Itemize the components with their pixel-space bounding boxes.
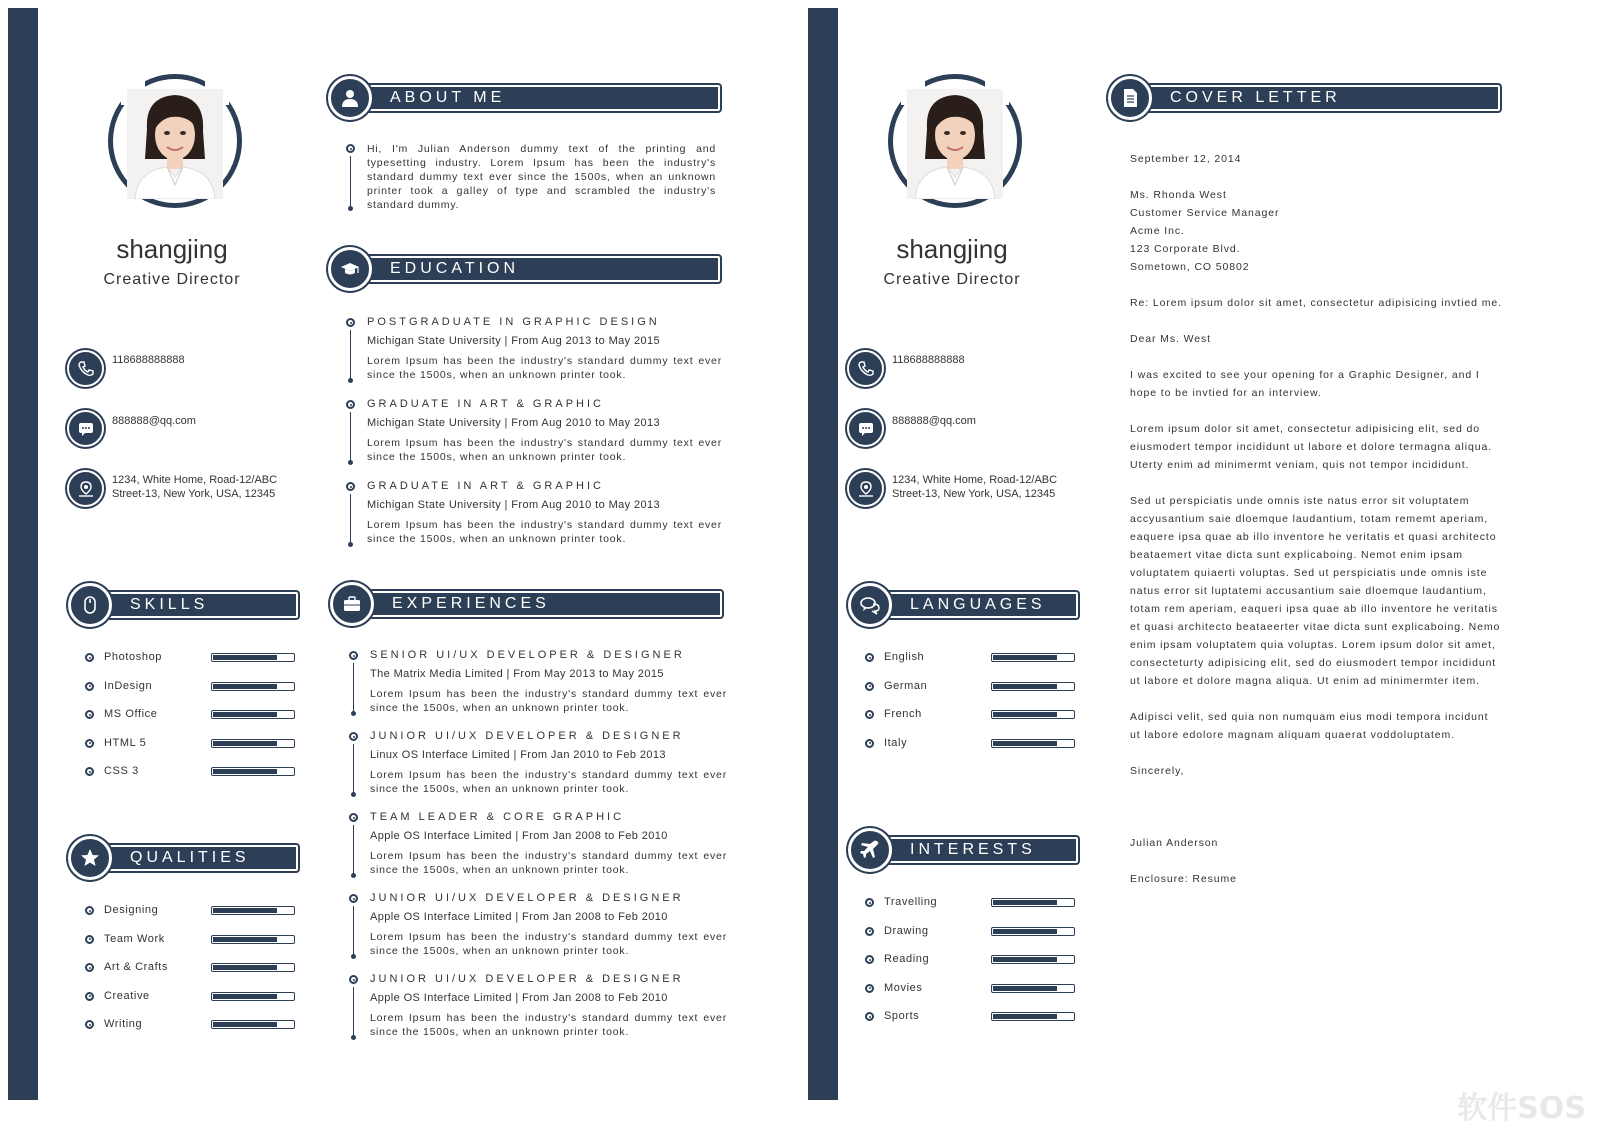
item-label: InDesign bbox=[104, 679, 153, 692]
level-fill bbox=[213, 712, 277, 717]
experiences-entry bbox=[349, 892, 727, 958]
bullet-icon bbox=[349, 894, 358, 903]
bullet-icon bbox=[865, 682, 874, 691]
bullet-icon bbox=[85, 992, 94, 1001]
item-label: Art & Crafts bbox=[104, 961, 169, 973]
skills-heading: SKILLS bbox=[130, 596, 209, 613]
address-line-2: Street-13, New York, USA, 12345 bbox=[112, 488, 276, 500]
letter-recipient bbox=[1130, 186, 1502, 276]
level-bar bbox=[991, 1012, 1075, 1021]
profile-role: Creative Director bbox=[103, 271, 241, 288]
letter-paragraph: I was excited to see your opening for a Graphic Designer, and I hope to be invtied for an interview. bbox=[1130, 369, 1480, 399]
watermark-logo: 软件SOS bbox=[1457, 1091, 1586, 1126]
bullet-icon bbox=[349, 732, 358, 741]
entry-subtitle: Apple OS Interface Limited | From Jan 2008 to Feb 2010 bbox=[370, 992, 668, 1004]
about-header bbox=[328, 76, 722, 120]
entry-description: Lorem Ipsum has been the industry's standard dummy text ever since the 1500s, when an unknown printer took. bbox=[370, 769, 727, 795]
chat-icon bbox=[847, 410, 884, 447]
interests-heading: INTERESTS bbox=[910, 841, 1036, 858]
bullet-icon bbox=[346, 318, 355, 327]
bullet-icon bbox=[865, 739, 874, 748]
graduation-cap-icon bbox=[340, 259, 360, 279]
level-bar bbox=[211, 682, 295, 691]
item-label: Sports bbox=[884, 1010, 920, 1022]
level-bar bbox=[211, 739, 295, 748]
bullet-icon bbox=[865, 984, 874, 993]
skills-item bbox=[85, 650, 315, 666]
bullet-icon bbox=[865, 898, 874, 907]
entry-subtitle: Michigan State University | From Aug 2010 to May 2013 bbox=[367, 417, 661, 429]
skills-item bbox=[85, 764, 315, 780]
level-fill bbox=[993, 957, 1057, 962]
interests-item bbox=[865, 1009, 1095, 1025]
level-fill bbox=[213, 1022, 277, 1027]
bullet-icon bbox=[865, 653, 874, 662]
recipient-line: Sometown, CO 50802 bbox=[1130, 261, 1250, 273]
letter-paragraph: Sed ut perspiciatis unde omnis iste natus error sit voluptatem accyusantium saie dloemque laudantium, totam rememt aperiam, eaquere ipsa quae ab illo inventore he veritatis et quasi architecto beataemert vitae dicta sunt explicaboing. Nemot enim ipsam voluptatem quiaerti voluptas. Sed ut perspiciatis unde omnis iste natus error sit luptatemi accusantium saie dloemque laudantium, totam rem aperiam, eaqueri ipsa quae ab illo inventore he veritatis et quasi architecto beataeerter vitae dicta sunt explicaboing. Nemo enim ipsam voluptatem quia voluptas. Lorem ipsum dolor sit amet, consecteturty adipisicing elit, sed do eiusmodert tempor incididunt ut labore et dolore magna aliqua. Ut enim ad minimermter item. bbox=[1130, 495, 1501, 687]
letter-salutation: Dear Ms. West bbox=[1130, 333, 1211, 345]
level-fill bbox=[213, 684, 277, 689]
profile-name: shangjing bbox=[896, 234, 1008, 264]
profile-photo bbox=[907, 89, 1003, 199]
cover-letter-header bbox=[1108, 76, 1502, 120]
languages-header bbox=[848, 583, 1080, 627]
level-fill bbox=[993, 741, 1057, 746]
profile-photo bbox=[127, 89, 223, 199]
level-fill bbox=[993, 655, 1057, 660]
qualities-heading: QUALITIES bbox=[130, 849, 250, 866]
level-bar bbox=[991, 927, 1075, 936]
profile-name: shangjing bbox=[116, 234, 228, 264]
profile-photo-frame bbox=[888, 74, 1022, 208]
item-label: Writing bbox=[104, 1018, 143, 1030]
email-text: 888888@qq.com bbox=[112, 415, 196, 427]
item-label: Drawing bbox=[884, 924, 929, 937]
education-entry bbox=[346, 398, 722, 464]
recipient-line: Acme Inc. bbox=[1130, 225, 1185, 237]
entry-title: GRADUATE IN ART & GRAPHIC bbox=[367, 480, 604, 492]
entry-title: POSTGRADUATE IN GRAPHIC DESIGN bbox=[367, 316, 660, 328]
entry-subtitle: Michigan State University | From Aug 2010 to May 2013 bbox=[367, 499, 661, 511]
entry-title: TEAM LEADER & CORE GRAPHIC bbox=[370, 811, 625, 823]
phone-text: 118688888888 bbox=[112, 354, 185, 366]
skills-header bbox=[68, 583, 300, 627]
entry-title: SENIOR UI/UX DEVELOPER & DESIGNER bbox=[370, 649, 685, 661]
level-bar bbox=[211, 963, 295, 972]
bullet-icon bbox=[85, 710, 94, 719]
resume-page bbox=[8, 8, 780, 1100]
languages-item bbox=[865, 679, 1095, 695]
letter-date: September 12, 2014 bbox=[1130, 153, 1242, 165]
item-label: Reading bbox=[884, 953, 930, 965]
level-fill bbox=[213, 908, 277, 913]
entry-description: Lorem Ipsum has been the industry's standard dummy text ever since the 1500s, when an unknown printer took. bbox=[367, 519, 722, 545]
bullet-icon bbox=[85, 963, 94, 972]
phone-text: 118688888888 bbox=[892, 354, 965, 366]
phone-icon bbox=[847, 350, 884, 387]
star-icon bbox=[80, 848, 100, 868]
experiences-entry bbox=[349, 649, 727, 715]
entry-description: Lorem Ipsum has been the industry's standard dummy text ever since the 1500s, when an unknown printer took. bbox=[370, 931, 727, 957]
level-fill bbox=[213, 655, 277, 660]
speech-bubbles-icon bbox=[860, 595, 880, 615]
about-text: Hi, I'm Julian Anderson dummy text of the printing and typesetting industry. Lorem Ipsum has been the industry's standard dummy text ever since the 1500s, when an unknown printer took a galley of type and scrambled the industry's standard dummy. bbox=[367, 143, 716, 211]
level-bar bbox=[991, 955, 1075, 964]
level-fill bbox=[993, 684, 1057, 689]
bullet-icon bbox=[349, 813, 358, 822]
bullet-icon bbox=[349, 651, 358, 660]
letter-enclosure: Enclosure: Resume bbox=[1130, 873, 1237, 885]
entry-title: JUNIOR UI/UX DEVELOPER & DESIGNER bbox=[370, 730, 684, 742]
recipient-line: Customer Service Manager bbox=[1130, 207, 1280, 219]
entry-subtitle: Apple OS Interface Limited | From Jan 2008 to Feb 2010 bbox=[370, 830, 668, 842]
qualities-item bbox=[85, 989, 315, 1005]
bullet-icon bbox=[346, 400, 355, 409]
item-label: HTML 5 bbox=[104, 736, 147, 749]
recipient-line: 123 Corporate Blvd. bbox=[1130, 243, 1241, 255]
entry-title: GRADUATE IN ART & GRAPHIC bbox=[367, 398, 604, 410]
interests-item bbox=[865, 895, 1095, 911]
qualities-item bbox=[85, 1017, 315, 1033]
phone-icon bbox=[67, 350, 104, 387]
skills-item bbox=[85, 679, 315, 695]
interests-item bbox=[865, 924, 1095, 940]
profile-photo-frame bbox=[108, 74, 242, 208]
about-block bbox=[346, 142, 722, 212]
entry-description: Lorem Ipsum has been the industry's standard dummy text ever since the 1500s, when an unknown printer took. bbox=[370, 688, 727, 714]
experiences-entry bbox=[349, 973, 727, 1039]
item-label: Photoshop bbox=[104, 651, 162, 663]
level-bar bbox=[211, 935, 295, 944]
level-bar bbox=[211, 1020, 295, 1029]
about-heading: ABOUT ME bbox=[390, 89, 506, 106]
entry-subtitle: Michigan State University | From Aug 2013 to May 2015 bbox=[367, 335, 661, 347]
item-label: Team Work bbox=[104, 932, 165, 945]
experiences-heading: EXPERIENCES bbox=[392, 595, 550, 612]
user-icon bbox=[340, 88, 360, 108]
level-bar bbox=[211, 710, 295, 719]
entry-description: Lorem Ipsum has been the industry's standard dummy text ever since the 1500s, when an unknown printer took. bbox=[367, 437, 722, 463]
languages-item bbox=[865, 650, 1095, 666]
recipient-line: Ms. Rhonda West bbox=[1130, 189, 1227, 201]
letter-closing: Sincerely, bbox=[1130, 765, 1185, 777]
level-bar bbox=[991, 739, 1075, 748]
address-text bbox=[892, 473, 1057, 501]
address-line-1: 1234, White Home, Road-12/ABC bbox=[112, 474, 278, 486]
bullet-icon bbox=[85, 906, 94, 915]
item-label: MS Office bbox=[104, 708, 158, 720]
cover-letter-heading: COVER LETTER bbox=[1170, 89, 1341, 106]
interests-item bbox=[865, 981, 1095, 997]
item-label: Travelling bbox=[884, 896, 938, 908]
address-line-1: 1234, White Home, Road-12/ABC bbox=[892, 474, 1058, 486]
document-icon bbox=[1120, 88, 1140, 108]
level-fill bbox=[213, 741, 277, 746]
bullet-icon bbox=[865, 955, 874, 964]
qualities-item bbox=[85, 903, 315, 919]
bullet-icon bbox=[85, 1020, 94, 1029]
level-bar bbox=[211, 906, 295, 915]
location-icon bbox=[67, 470, 104, 507]
item-label: Italy bbox=[884, 736, 908, 749]
bullet-icon bbox=[349, 975, 358, 984]
level-bar bbox=[991, 682, 1075, 691]
chat-icon bbox=[67, 410, 104, 447]
location-icon bbox=[847, 470, 884, 507]
level-fill bbox=[213, 769, 277, 774]
qualities-item bbox=[85, 960, 315, 976]
qualities-header bbox=[68, 836, 300, 880]
letter-signer: Julian Anderson bbox=[1130, 837, 1219, 849]
mouse-icon bbox=[80, 595, 100, 615]
bullet-icon bbox=[346, 482, 355, 491]
bullet-icon bbox=[865, 710, 874, 719]
cover-letter-body bbox=[1130, 150, 1502, 906]
languages-item bbox=[865, 736, 1095, 752]
entry-title: JUNIOR UI/UX DEVELOPER & DESIGNER bbox=[370, 892, 684, 904]
item-label: English bbox=[884, 651, 925, 663]
left-stripe bbox=[808, 8, 838, 1100]
level-fill bbox=[993, 929, 1057, 934]
experiences-header bbox=[330, 582, 724, 626]
level-bar bbox=[991, 984, 1075, 993]
entry-subtitle: Apple OS Interface Limited | From Jan 2008 to Feb 2010 bbox=[370, 911, 668, 923]
level-fill bbox=[993, 1014, 1057, 1019]
cover-letter-page bbox=[808, 8, 1588, 1100]
item-label: Movies bbox=[884, 981, 923, 994]
education-entry bbox=[346, 480, 722, 546]
letter-paragraph: Adipisci velit, sed quia non numquam eius modi tempora incidunt ut labore edolore magnam aliquam quaerat voddoluptatem. bbox=[1130, 711, 1489, 741]
item-label: French bbox=[884, 708, 922, 720]
experiences-entry bbox=[349, 730, 727, 796]
entry-title: JUNIOR UI/UX DEVELOPER & DESIGNER bbox=[370, 973, 684, 985]
education-entry bbox=[346, 316, 722, 382]
bullet-icon bbox=[85, 739, 94, 748]
bullet-icon bbox=[85, 653, 94, 662]
entry-subtitle: Linux OS Interface Limited | From Jan 2010 to Feb 2013 bbox=[370, 749, 666, 761]
left-stripe bbox=[8, 8, 38, 1100]
level-fill bbox=[213, 994, 277, 999]
level-fill bbox=[993, 712, 1057, 717]
item-label: Creative bbox=[104, 989, 150, 1002]
interests-header bbox=[848, 828, 1080, 872]
item-label: Designing bbox=[104, 904, 159, 916]
address-line-2: Street-13, New York, USA, 12345 bbox=[892, 488, 1056, 500]
bullet-icon bbox=[865, 927, 874, 936]
skills-item bbox=[85, 707, 315, 723]
entry-description: Lorem Ipsum has been the industry's standard dummy text ever since the 1500s, when an unknown printer took. bbox=[370, 1012, 727, 1038]
entry-description: Lorem Ipsum has been the industry's standard dummy text ever since the 1500s, when an unknown printer took. bbox=[367, 355, 722, 381]
languages-heading: LANGUAGES bbox=[910, 596, 1046, 613]
bullet-icon bbox=[865, 1012, 874, 1021]
interests-item bbox=[865, 952, 1095, 968]
briefcase-icon bbox=[342, 594, 362, 614]
level-bar bbox=[211, 653, 295, 662]
item-label: CSS 3 bbox=[104, 765, 139, 777]
level-fill bbox=[213, 937, 277, 942]
level-fill bbox=[213, 965, 277, 970]
education-heading: EDUCATION bbox=[390, 260, 520, 277]
letter-subject: Re: Lorem ipsum dolor sit amet, consectetur adipisicing invtied me. bbox=[1130, 297, 1502, 309]
experiences-entry bbox=[349, 811, 727, 877]
level-fill bbox=[993, 900, 1057, 905]
skills-item bbox=[85, 736, 315, 752]
bullet-icon bbox=[85, 682, 94, 691]
level-bar bbox=[211, 767, 295, 776]
level-bar bbox=[991, 710, 1075, 719]
bullet-icon bbox=[85, 767, 94, 776]
entry-description: Lorem Ipsum has been the industry's standard dummy text ever since the 1500s, when an unknown printer took. bbox=[370, 850, 727, 876]
level-bar bbox=[991, 898, 1075, 907]
address-text bbox=[112, 473, 277, 501]
education-header bbox=[328, 247, 722, 291]
entry-subtitle: The Matrix Media Limited | From May 2013 to May 2015 bbox=[370, 668, 664, 680]
item-label: German bbox=[884, 679, 928, 692]
level-bar bbox=[211, 992, 295, 1001]
bullet-icon bbox=[85, 935, 94, 944]
level-bar bbox=[991, 653, 1075, 662]
profile-role: Creative Director bbox=[883, 271, 1021, 288]
letter-paragraph: Lorem ipsum dolor sit amet, consectetur adipisicing elit, sed do eiusmodert tempor incididunt ut labore et dolore termagna aliqua. Uterty enim ad minimermt veniam, quis not tempor incididunt. bbox=[1130, 423, 1493, 471]
airplane-icon bbox=[860, 840, 880, 860]
qualities-item bbox=[85, 932, 315, 948]
email-text: 888888@qq.com bbox=[892, 415, 976, 427]
languages-item bbox=[865, 707, 1095, 723]
level-fill bbox=[993, 986, 1057, 991]
